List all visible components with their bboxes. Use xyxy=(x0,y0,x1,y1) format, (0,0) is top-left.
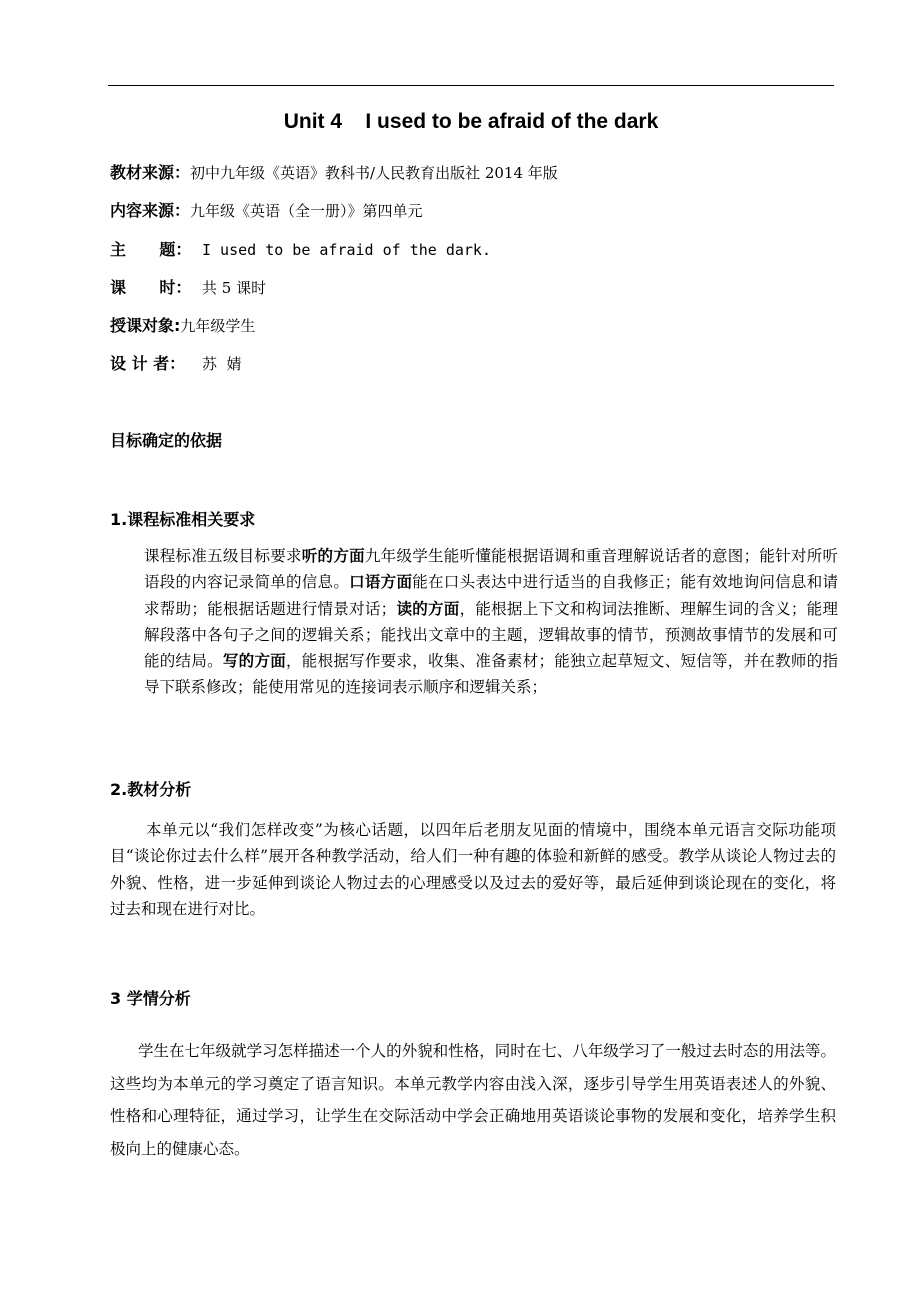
meta-value: 苏 婧 xyxy=(202,355,242,373)
meta-label: 设 计 者： xyxy=(110,354,186,373)
meta-label: 主 题： xyxy=(110,240,192,259)
meta-row-topic xyxy=(110,238,491,262)
basis-heading: 目标确定的依据 xyxy=(110,431,223,450)
section-heading: 1.课程标准相关要求 xyxy=(110,510,256,529)
meta-row-source xyxy=(110,161,558,185)
meta-value: I used to be afraid of the dark. xyxy=(202,241,491,259)
section-body: 本单元以“我们怎样改变”为核心话题，以四年后老朋友见面的情境中，围绕本单元语言交际功能项目“谈论你过去什么样”展开各种教学活动，给人们一种有趣的体验和新鲜的感受。教学从谈论人物过去的外貌、性格，进一步延伸到谈论人物过去的心理感受以及过去的爱好等，最后延伸到谈论现在的变化，将过去和现在进行对比。 xyxy=(110,821,836,918)
meta-row-designer xyxy=(110,352,242,376)
meta-value: 共 5 课时 xyxy=(202,279,267,297)
meta-label: 授课对象: xyxy=(110,316,181,335)
meta-row-content xyxy=(110,199,423,223)
section-body: 学生在七年级就学习怎样描述一个人的外貌和性格，同时在七、八年级学习了一般过去时态的用法等。这些均为本单元的学习奠定了语言知识。本单元教学内容由浅入深，逐步引导学生用英语表述人的外貌、性格和心理特征，通过学习，让学生在交际活动中学会正确地用英语谈论事物的发展和变化，培养学生积极向上的健康心态。 xyxy=(110,1042,836,1158)
section-heading: 2.教材分析 xyxy=(110,780,192,799)
meta-label: 内容来源： xyxy=(110,201,191,220)
meta-row-periods xyxy=(110,276,266,300)
section-body: 课程标准五级目标要求听的方面九年级学生能听懂能根据语调和重音理解说话者的意图；能针对所听语段的内容记录简单的信息。口语方面能在口头表达中进行适当的自我修正；能有效地询问信息和请求帮助；能根据话题进行情景对话；读的方面，能根据上下文和构词法推断、理解生词的含义；能理解段落中各句子之间的逻辑关系；能找出文章中的主题，逻辑故事的情节，预测故事情节的发展和可能的结局。写的方面，能根据写作要求，收集、准备素材；能独立起草短文、短信等，并在教师的指导下联系修改；能使用常见的连接词表示顺序和逻辑关系； xyxy=(144,547,838,697)
meta-value: 九年级《英语（全一册）》第四单元 xyxy=(190,202,423,220)
meta-label: 课 时： xyxy=(110,278,192,297)
document-title: Unit 4 I used to be afraid of the dark xyxy=(283,110,659,133)
meta-value: 初中九年级《英语》教科书/人民教育出版社 2014 年版 xyxy=(190,164,558,182)
meta-row-audience xyxy=(110,314,255,338)
section-heading: 3 学情分析 xyxy=(110,989,191,1008)
meta-value: 九年级学生 xyxy=(180,317,256,335)
header-rule xyxy=(108,85,834,86)
meta-label: 教材来源： xyxy=(110,163,191,182)
